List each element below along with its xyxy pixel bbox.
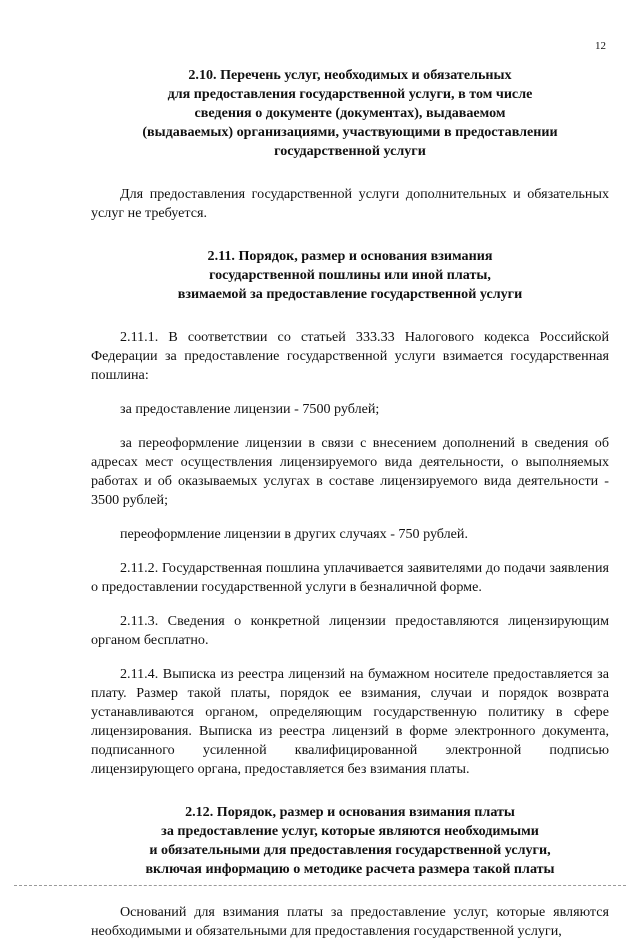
paragraph: 2.11.1. В соответствии со статьей 333.33 Налогового кодекса Российской Федерации за предоставление государственной услуги взимается государственная пошлина: [91, 329, 609, 383]
section-2-11-heading [91, 247, 609, 304]
section-2-12-heading [91, 803, 609, 879]
heading-line: государственной услуги [274, 143, 426, 159]
heading-line: включая информацию о методике расчета размера такой платы [145, 861, 555, 877]
heading-line: за предоставление услуг, которые являются необходимыми [161, 823, 539, 839]
heading-line: (выдаваемых) организациями, участвующими в предоставлении [142, 124, 558, 140]
section-2-10-heading [91, 66, 609, 161]
scan-edge-divider [14, 885, 626, 886]
heading-line: 2.10. Перечень услуг, необходимых и обязательных [188, 67, 512, 83]
heading-line: 2.11. Порядок, размер и основания взимания [207, 248, 493, 264]
paragraph: 2.11.3. Сведения о конкретной лицензии предоставляются лицензирующим органом бесплатно. [91, 613, 609, 648]
paragraph: за предоставление лицензии - 7500 рублей; [120, 401, 380, 417]
paragraph: 2.11.4. Выписка из реестра лицензий на бумажном носителе предоставляется за плату. Размер такой платы, порядок ее взимания, случаи и порядок возврата устанавливаются органом, определяющим государственную политику в сфере лицензирования. Выписка из реестра лицензий в форме электронного документа, подписанного усиленной квалифицированной электронной подписью лицензирующего органа, предоставляется без взимания платы. [91, 666, 609, 777]
heading-line: сведения о документе (документах), выдаваемом [194, 105, 506, 121]
paragraph: переоформление лицензии в других случаях - 750 рублей. [120, 526, 468, 542]
page-number: 12 [595, 40, 606, 52]
paragraph: 2.11.2. Государственная пошлина уплачивается заявителями до подачи заявления о предоставлении государственной услуги в безналичной форме. [91, 560, 609, 595]
paragraph: за переоформление лицензии в связи с внесением дополнений в сведения об адресах мест осуществления лицензируемого вида деятельности, о выполняемых работах и об оказываемых услугах в составе лицензируемого вида деятельности - 3500 рублей; [91, 435, 609, 508]
heading-line: государственной пошлины или иной платы, [209, 267, 491, 283]
heading-line: взимаемой за предоставление государственной услуги [177, 286, 523, 302]
heading-line: 2.12. Порядок, размер и основания взимания платы [185, 804, 515, 820]
heading-line: для предоставления государственной услуги, в том числе [167, 86, 533, 102]
paragraph: Для предоставления государственной услуги дополнительных и обязательных услуг не требуется. [91, 186, 609, 221]
paragraph: Оснований для взимания платы за предоставление услуг, которые являются необходимыми и обязательными для предоставления государственной услуги, [91, 904, 609, 939]
heading-line: и обязательными для предоставления государственной услуги, [149, 842, 551, 858]
document-body [91, 66, 609, 941]
